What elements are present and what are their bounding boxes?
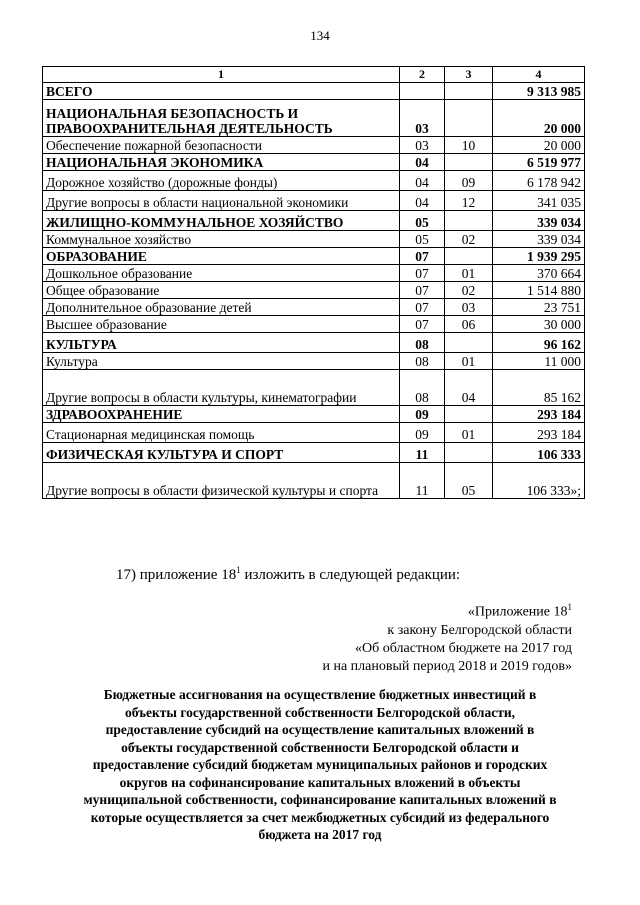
table-row [43,171,585,191]
row-amount: 106 333»; [493,463,585,499]
row-amount: 293 184 [493,406,585,423]
row-amount: 6 519 977 [493,154,585,171]
row-subsection [445,211,493,231]
row-amount: 9 313 985 [493,83,585,100]
row-subsection: 09 [445,171,493,191]
title-line: объекты государственной собственности Белгородской области, [124,704,516,720]
title-line: которые осуществляется за счет межбюджетных субсидий из федерального [90,809,550,825]
table-row [43,406,585,423]
row-section: 11 [400,463,445,499]
row-section: 07 [400,282,445,299]
table-row [43,353,585,370]
row-name: Высшее образование [43,316,400,333]
row-name: ОБРАЗОВАНИЕ [43,248,400,265]
row-name: Обеспечение пожарной безопасности [43,137,400,154]
appendix-label: «Приложение 18 [467,604,568,620]
table-row [43,231,585,248]
row-section: 03 [400,100,445,137]
row-section: 09 [400,406,445,423]
row-section: 08 [400,353,445,370]
row-name: ЗДРАВООХРАНЕНИЕ [43,406,400,423]
row-name: Общее образование [43,282,400,299]
table-row [43,211,585,231]
row-name: Дополнительное образование детей [43,299,400,316]
title-line: предоставление субсидий бюджетам муниципальных районов и городских [92,757,548,772]
row-section: 05 [400,231,445,248]
row-amount: 339 034 [493,211,585,231]
table-row [43,100,585,137]
row-amount: 23 751 [493,299,585,316]
title-line: предоставление субсидий на осуществление капитальных вложений в [105,722,535,737]
table-row [43,443,585,463]
row-section [400,83,445,100]
row-section: 07 [400,299,445,316]
row-amount: 106 333 [493,443,585,463]
budget-table [42,66,585,499]
row-subsection: 03 [445,299,493,316]
document-title [70,686,570,844]
row-section: 08 [400,333,445,353]
row-section: 09 [400,423,445,443]
table-row [43,370,585,406]
row-amount: 1 939 295 [493,248,585,265]
row-amount: 20 000 [493,137,585,154]
row-section: 04 [400,154,445,171]
row-name: Культура [43,353,400,370]
intro-superscript: 1 [236,565,241,575]
row-section: 08 [400,370,445,406]
row-subsection [445,248,493,265]
table-header-row [43,67,585,83]
table-row [43,265,585,282]
table-row [43,191,585,211]
table-row [43,463,585,499]
row-section: 04 [400,191,445,211]
appendix-superscript: 1 [567,602,572,612]
appendix-line-1 [322,598,572,622]
row-subsection: 04 [445,370,493,406]
row-name: Другие вопросы в области национальной экономики [43,191,400,211]
row-amount: 293 184 [493,423,585,443]
title-line: Бюджетные ассигнования на осуществление бюджетных инвестиций в [103,687,537,702]
table-row [43,154,585,171]
row-name: Другие вопросы в области культуры, кинематографии [43,370,400,406]
table-row [43,248,585,265]
table-row [43,83,585,100]
title-line: бюджета на 2017 год [258,827,382,842]
row-name: ВСЕГО [43,83,400,100]
row-amount: 30 000 [493,316,585,333]
row-section: 03 [400,137,445,154]
row-amount: 85 162 [493,370,585,406]
row-subsection: 10 [445,137,493,154]
row-name: КУЛЬТУРА [43,333,400,353]
row-name: Коммунальное хозяйство [43,231,400,248]
row-name: Стационарная медицинская помощь [43,423,400,443]
table-row [43,282,585,299]
row-name: НАЦИОНАЛЬНАЯ ЭКОНОМИКА [43,154,400,171]
row-amount: 6 178 942 [493,171,585,191]
row-subsection: 05 [445,463,493,499]
row-amount: 20 000 [493,100,585,137]
appendix-heading [322,598,572,676]
row-subsection [445,443,493,463]
row-section: 07 [400,316,445,333]
appendix-line-2: к закону Белгородской области [387,622,572,638]
row-subsection: 01 [445,353,493,370]
row-name: Дорожное хозяйство (дорожные фонды) [43,171,400,191]
row-subsection [445,83,493,100]
row-subsection [445,333,493,353]
header-col-1: 1 [43,67,400,83]
row-amount: 96 162 [493,333,585,353]
row-subsection [445,406,493,423]
row-name: Дошкольное образование [43,265,400,282]
table-row [43,316,585,333]
row-subsection [445,100,493,137]
row-subsection: 01 [445,265,493,282]
header-col-2: 2 [400,67,445,83]
header-col-4: 4 [493,67,585,83]
appendix-line-4: и на плановый период 2018 и 2019 годов» [322,658,572,674]
row-amount: 1 514 880 [493,282,585,299]
row-subsection: 02 [445,282,493,299]
row-section: 11 [400,443,445,463]
row-section: 07 [400,265,445,282]
row-subsection: 12 [445,191,493,211]
row-name: Другие вопросы в области физической культуры и спорта [43,463,400,499]
row-amount: 11 000 [493,353,585,370]
row-name: ФИЗИЧЕСКАЯ КУЛЬТУРА И СПОРТ [43,443,400,463]
amendment-intro [116,565,460,584]
header-col-3: 3 [445,67,493,83]
table-row [43,423,585,443]
row-section: 04 [400,171,445,191]
table-row [43,137,585,154]
title-line: объекты государственной собственности Белгородской области и [121,739,519,755]
row-subsection: 02 [445,231,493,248]
title-line: муниципальной собственности, софинансирование капитальных вложений в [83,792,557,807]
row-amount: 370 664 [493,265,585,282]
intro-suffix: изложить в следующей редакции: [240,567,461,583]
row-amount: 341 035 [493,191,585,211]
row-subsection: 01 [445,423,493,443]
intro-prefix: 17) приложение 18 [116,567,237,583]
page-number: 134 [310,28,330,43]
table-row [43,299,585,316]
row-name: ЖИЛИЩНО-КОММУНАЛЬНОЕ ХОЗЯЙСТВО [43,211,400,231]
row-subsection: 06 [445,316,493,333]
row-subsection [445,154,493,171]
row-amount: 339 034 [493,231,585,248]
title-line: округов на софинансирование капитальных вложений в объекты [119,774,521,790]
table-row [43,333,585,353]
row-name: НАЦИОНАЛЬНАЯ БЕЗОПАСНОСТЬ И ПРАВООХРАНИТЕЛЬНАЯ ДЕЯТЕЛЬНОСТЬ [43,100,400,137]
row-section: 07 [400,248,445,265]
row-section: 05 [400,211,445,231]
appendix-line-3: «Об областном бюджете на 2017 год [355,640,572,656]
